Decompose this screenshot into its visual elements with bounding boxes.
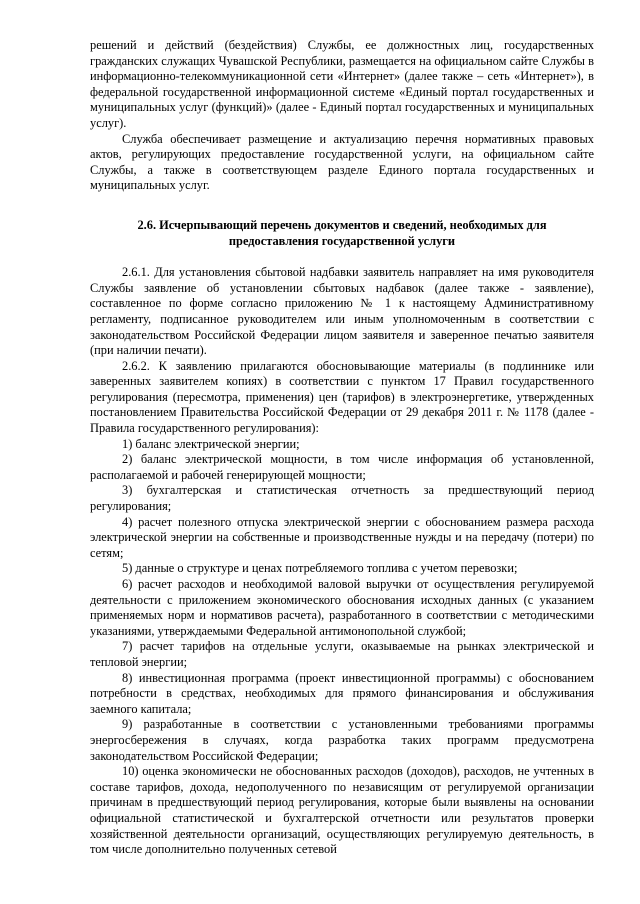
list-item: 5) данные о структуре и ценах потребляемого топлива с учетом перевозки;: [122, 561, 518, 576]
list-item: 9) разработанные в соответствии с установленными требованиями программы энергосбережения в случаях, когда разработка таких программ предусмотрена законодательством Российской Федерации;: [90, 717, 594, 763]
list-item: 2) баланс электрической мощности, в том числе информация об установленной, располагаемой и рабочей генерирующей мощности;: [90, 452, 594, 482]
paragraph-publication: Служба обеспечивает размещение и актуализацию перечня нормативных правовых актов, регулирующих предоставление государственной услуги, на официальном сайте Службы, а также в соответствующем разделе Единого портала государственных и муниципальных услуг.: [90, 131, 594, 193]
list-item: 1) баланс электрической энергии;: [122, 436, 300, 451]
list-item: 10) оценка экономически не обоснованных расходов (доходов), расходов, не учтенных в составе тарифов, дохода, недополученного по независящим от регулируемой организации причинам в предшествующий период регулирования, которые были выявлены на основании официальной статистической и бухгалтерской отчетности или результатов проверки хозяйственной деятельности организаций, осуществляющих регулируемую деятельность, в том числе дополнительно полученных сетевой: [90, 764, 594, 857]
list-item: 7) расчет тарифов на отдельные услуги, оказываемые на рынках электрической и тепловой энергии;: [90, 639, 594, 669]
paragraph-2-6-2: 2.6.2. К заявлению прилагаются обосновывающие материалы (в подлиннике или заверенных заявителем копиях) в соответствии с пунктом 17 Правил государственного регулирования (пересмотра, применения) цен (тарифов) в электроэнергетике, утвержденных постановлением Правительства Российской Федерации от 29 декабря 2011 г. № 1178 (далее - Правила государственного регулирования):: [90, 358, 594, 436]
paragraph-2-6-1: 2.6.1. Для установления сбытовой надбавки заявитель направляет на имя руководителя Службы заявление об установлении сбытовых надбавок (далее также - заявление), составленное по форме согласно приложению № 1 к настоящему Административному регламенту, подписанное руководителем или иным уполномоченным в соответствии с законодательством Российской Федерации лицом заявителя и заверенное печатью заявителя (при наличии печати).: [90, 265, 594, 358]
list-item: 4) расчет полезного отпуска электрической энергии с обоснованием размера расхода электрической энергии на собственные и производственные нужды и на передачу (потери) по сетям;: [90, 514, 594, 560]
document-body: [90, 38, 594, 858]
list-item: 8) инвестиционная программа (проект инвестиционной программы) с обоснованием потребности в средствах, необходимых для прямого финансирования и обслуживания заемного капитала;: [90, 670, 594, 716]
list-item: 3) бухгалтерская и статистическая отчетность за предшествующий период регулирования;: [90, 483, 594, 514]
paragraph-continuation: решений и действий (бездействия) Службы, ее должностных лиц, государственных гражданских служащих Чувашской Республики, размещается на официальном сайте Службы в информационно-телекоммуникационной сети «Интернет» (далее также – сеть «Интернет»), в федеральной государственной информационной системе «Единый портал государственных и муниципальных услуг (функций)» (далее - Единый портал государственных и муниципальных услуг).: [90, 38, 594, 130]
section-heading: 2.6. Исчерпывающий перечень документов и сведений, необходимых для предоставления государственной услуги: [137, 217, 547, 248]
list-item: 6) расчет расходов и необходимой валовой выручки от осуществления регулируемой деятельности с приложением экономического обоснования исходных данных (с указанием применяемых норм и нормативов расчета), разработанного в соответствии с методическими указаниями, утверждаемыми Федеральной антимонопольной службой;: [90, 577, 594, 638]
